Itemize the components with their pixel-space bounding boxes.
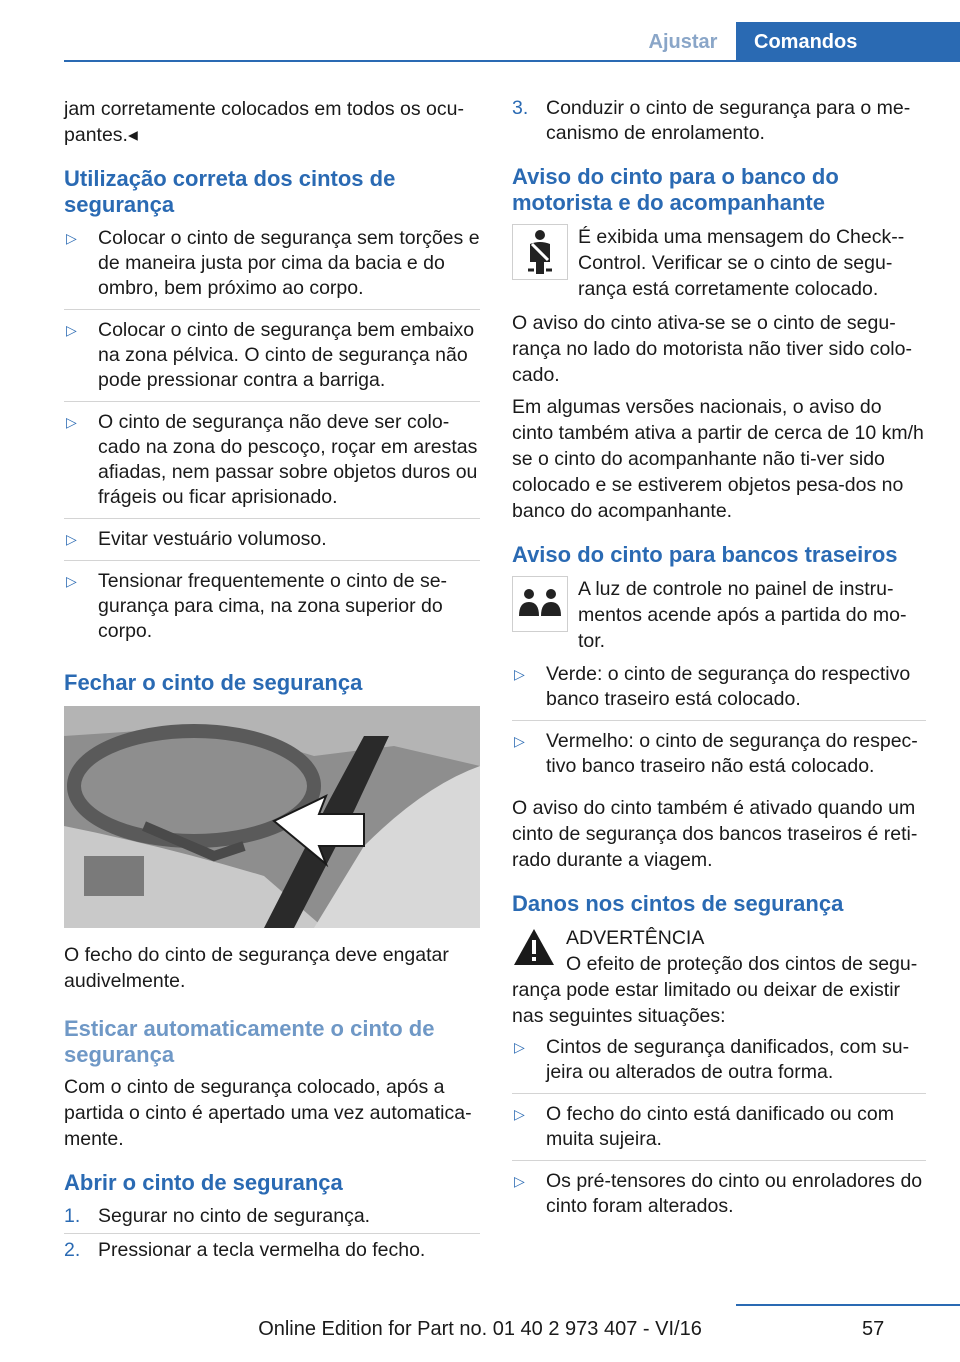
close-belt-text: O fecho do cinto de segurança deve engatar audivelmente. [64,944,449,992]
triangle-bullet-icon: ▷ [514,1039,525,1055]
triangle-bullet-icon: ▷ [514,733,525,749]
tab-comandos[interactable]: Comandos [736,22,960,62]
heading-correct-use: Utilização correta dos cintos de segurança [64,166,396,217]
footer-edition: Online Edition for Part no. 01 40 2 973 407 - VI/16 [258,1318,702,1340]
heading-driver-warning: Aviso do cinto para o banco do motorista e do acompanhante [512,164,839,215]
list-item: 3. Conduzir o cinto de segurança para o me‐canismo de enrolamento. [512,97,911,144]
rear-passengers-icon [512,576,568,632]
right-column [512,96,926,1235]
damage-list [512,1035,926,1227]
header-rule [64,60,960,62]
left-column [64,96,480,1271]
page-number: 57 [862,1318,885,1340]
auto-tension-text: Com o cinto de segurança colocado, após a partida o cinto é apertado uma vez automatica‐mente. [64,1076,472,1150]
seatbelt-buckle-photo [64,706,480,928]
heading-open-belt: Abrir o cinto de segurança [64,1170,343,1195]
list-item: ▷ Tensionar frequentemente o cinto de se‐gurança para cima, na zona superior do corpo. [66,570,448,642]
page-header [0,0,960,62]
rear-icon-text: A luz de controle no painel de instru‐mentos acende após a partida do mo‐tor. [578,578,907,652]
list-item: ▷ Evitar vestuário volumoso. [64,527,480,561]
correct-use-list [64,226,480,652]
list-item: ▷ O fecho do cinto está danificado ou com muita sujeira. [512,1102,926,1161]
rear-status-list [512,662,926,787]
warning-text-rest: rança pode estar limitado ou deixar de existir nas seguintes situações: [512,979,901,1027]
list-item: ▷ Os pré-tensores do cinto ou enroladores do cinto foram alterados. [514,1170,923,1217]
driver-warning-row [512,224,926,302]
triangle-bullet-icon: ▷ [514,666,525,682]
warning-text-first: O efeito de proteção dos cintos de segu‐ [566,953,918,975]
heading-damage: Danos nos cintos de segurança [512,891,844,916]
list-item: 2. Pressionar a tecla vermelha do fecho. [64,1239,426,1261]
list-item: ▷ O cinto de segurança não deve ser colo‐cado na zona do pescoço, roçar em arestas afiadas, nem passar sobre objetos duros ou frágeis ou ficar aprisionado. [64,410,480,519]
footer-rule [736,1304,960,1306]
seatbelt-person-icon [512,224,568,280]
open-belt-steps-cont [512,96,926,150]
list-item: ▷ Verde: o cinto de segurança do respectivo banco traseiro está colocado. [512,662,926,721]
triangle-bullet-icon: ▷ [66,230,77,246]
heading-rear-warning: Aviso do cinto para bancos traseiros [512,542,898,567]
list-item: ▷ Vermelho: o cinto de segurança do respec‐tivo banco traseiro não está colocado. [514,730,918,777]
list-item: ▷ Colocar o cinto de segurança bem embaixo na zona pélvica. O cinto de segurança não pode pressionar contra a barriga. [64,318,480,402]
tab-ajustar[interactable]: Ajustar [648,30,718,53]
driver-paragraph-2: Em algumas versões nacionais, o aviso do cinto também ativa a partir de cerca de 10 km/h se o cinto do acompanhante não ti‐ver sido colocado e se estiverem objetos pesa‐dos no banco do acompanhante. [512,396,924,522]
triangle-bullet-icon: ▷ [66,414,77,430]
rear-warning-row [512,576,926,654]
triangle-bullet-icon: ▷ [514,1173,525,1189]
driver-icon-text: É exibida uma mensagem do Check‐-Control. Verificar se o cinto de segu‐rança está corretamente colocado. [578,226,905,300]
warning-block [512,925,926,977]
list-item: ▷ Cintos de segurança danificados, com su‐jeira ou alterados de outra forma. [512,1035,926,1094]
list-item: 1. Segurar no cinto de segurança. [64,1204,480,1234]
open-belt-steps [64,1204,480,1267]
triangle-bullet-icon: ▷ [66,573,77,589]
warning-triangle-icon [512,927,556,967]
heading-close-belt: Fechar o cinto de segurança [64,670,363,695]
rear-paragraph: O aviso do cinto também é ativado quando um cinto de segurança dos bancos traseiros é reti‐rado durante a viagem. [512,797,918,871]
list-item: ▷ Colocar o cinto de segurança sem torções e de maneira justa por cima da bacia e do ombro, bem próximo ao corpo. [64,226,480,310]
triangle-bullet-icon: ▷ [66,531,77,547]
triangle-bullet-icon: ▷ [66,322,77,338]
driver-paragraph-1: O aviso do cinto ativa-se se o cinto de segu‐rança no lado do motorista não tiver sido colo‐cado. [512,312,912,386]
warning-title: ADVERTÊNCIA [566,927,705,949]
triangle-bullet-icon: ▷ [514,1106,525,1122]
heading-auto-tension: Esticar automaticamente o cinto de segurança [64,1016,435,1067]
intro-text: jam corretamente colocados em todos os ocu‐pantes.◂ [64,98,464,146]
